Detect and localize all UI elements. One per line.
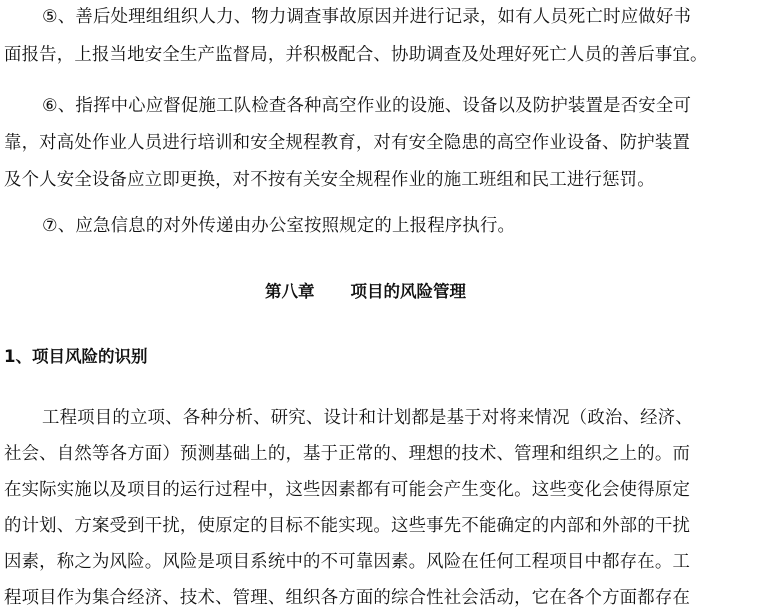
paragraph-6-line-1: ⑥、指挥中心应督促施工队检查各种高空作业的设施、设备以及防护装置是否安全可: [42, 96, 692, 116]
body-line-6: 程项目作为集合经济、技术、管理、组织各方面的综合性社会活动，它在各个方面都存在: [4, 588, 691, 608]
body-line-1: 工程项目的立项、各种分析、研究、设计和计划都是基于对将来情况（政治、经济、: [42, 408, 693, 428]
body-line-2: 社会、自然等各方面）预测基础上的，基于正常的、理想的技术、管理和组织之上的。而: [4, 444, 691, 464]
paragraph-5-line-1: ⑤、善后处理组组织人力、物力调查事故原因并进行记录，如有人员死亡时应做好书: [42, 7, 692, 27]
paragraph-6-line-3: 及个人安全设备应立即更换，对不按有关安全规程作业的施工班组和民工进行惩罚。: [4, 170, 655, 190]
chapter-number: 第八章: [265, 282, 315, 301]
body-line-3: 在实际实施以及项目的运行过程中，这些因素都有可能会产生变化。这些变化会使得原定: [4, 480, 691, 500]
chapter-title: 项目的风险管理: [350, 282, 466, 301]
section-heading: 1、项目风险的识别: [4, 347, 148, 366]
body-line-5: 因素，称之为风险。风险是项目系统中的不可靠因素。风险在任何工程项目中都存在。工: [4, 552, 691, 572]
chapter-heading: [265, 281, 466, 303]
paragraph-7-line-1: ⑦、应急信息的对外传递由办公室按照规定的上报程序执行。: [42, 216, 516, 236]
body-line-4: 的计划、方案受到干扰，使原定的目标不能实现。这些事先不能确定的内部和外部的干扰: [4, 516, 691, 536]
paragraph-5-line-2: 面报告，上报当地安全生产监督局，并积极配合、协助调查及处理好死亡人员的善后事宜。: [4, 45, 708, 65]
paragraph-6-line-2: 靠，对高处作业人员进行培训和安全规程教育，对有安全隐患的高空作业设备、防护装置: [4, 133, 691, 153]
